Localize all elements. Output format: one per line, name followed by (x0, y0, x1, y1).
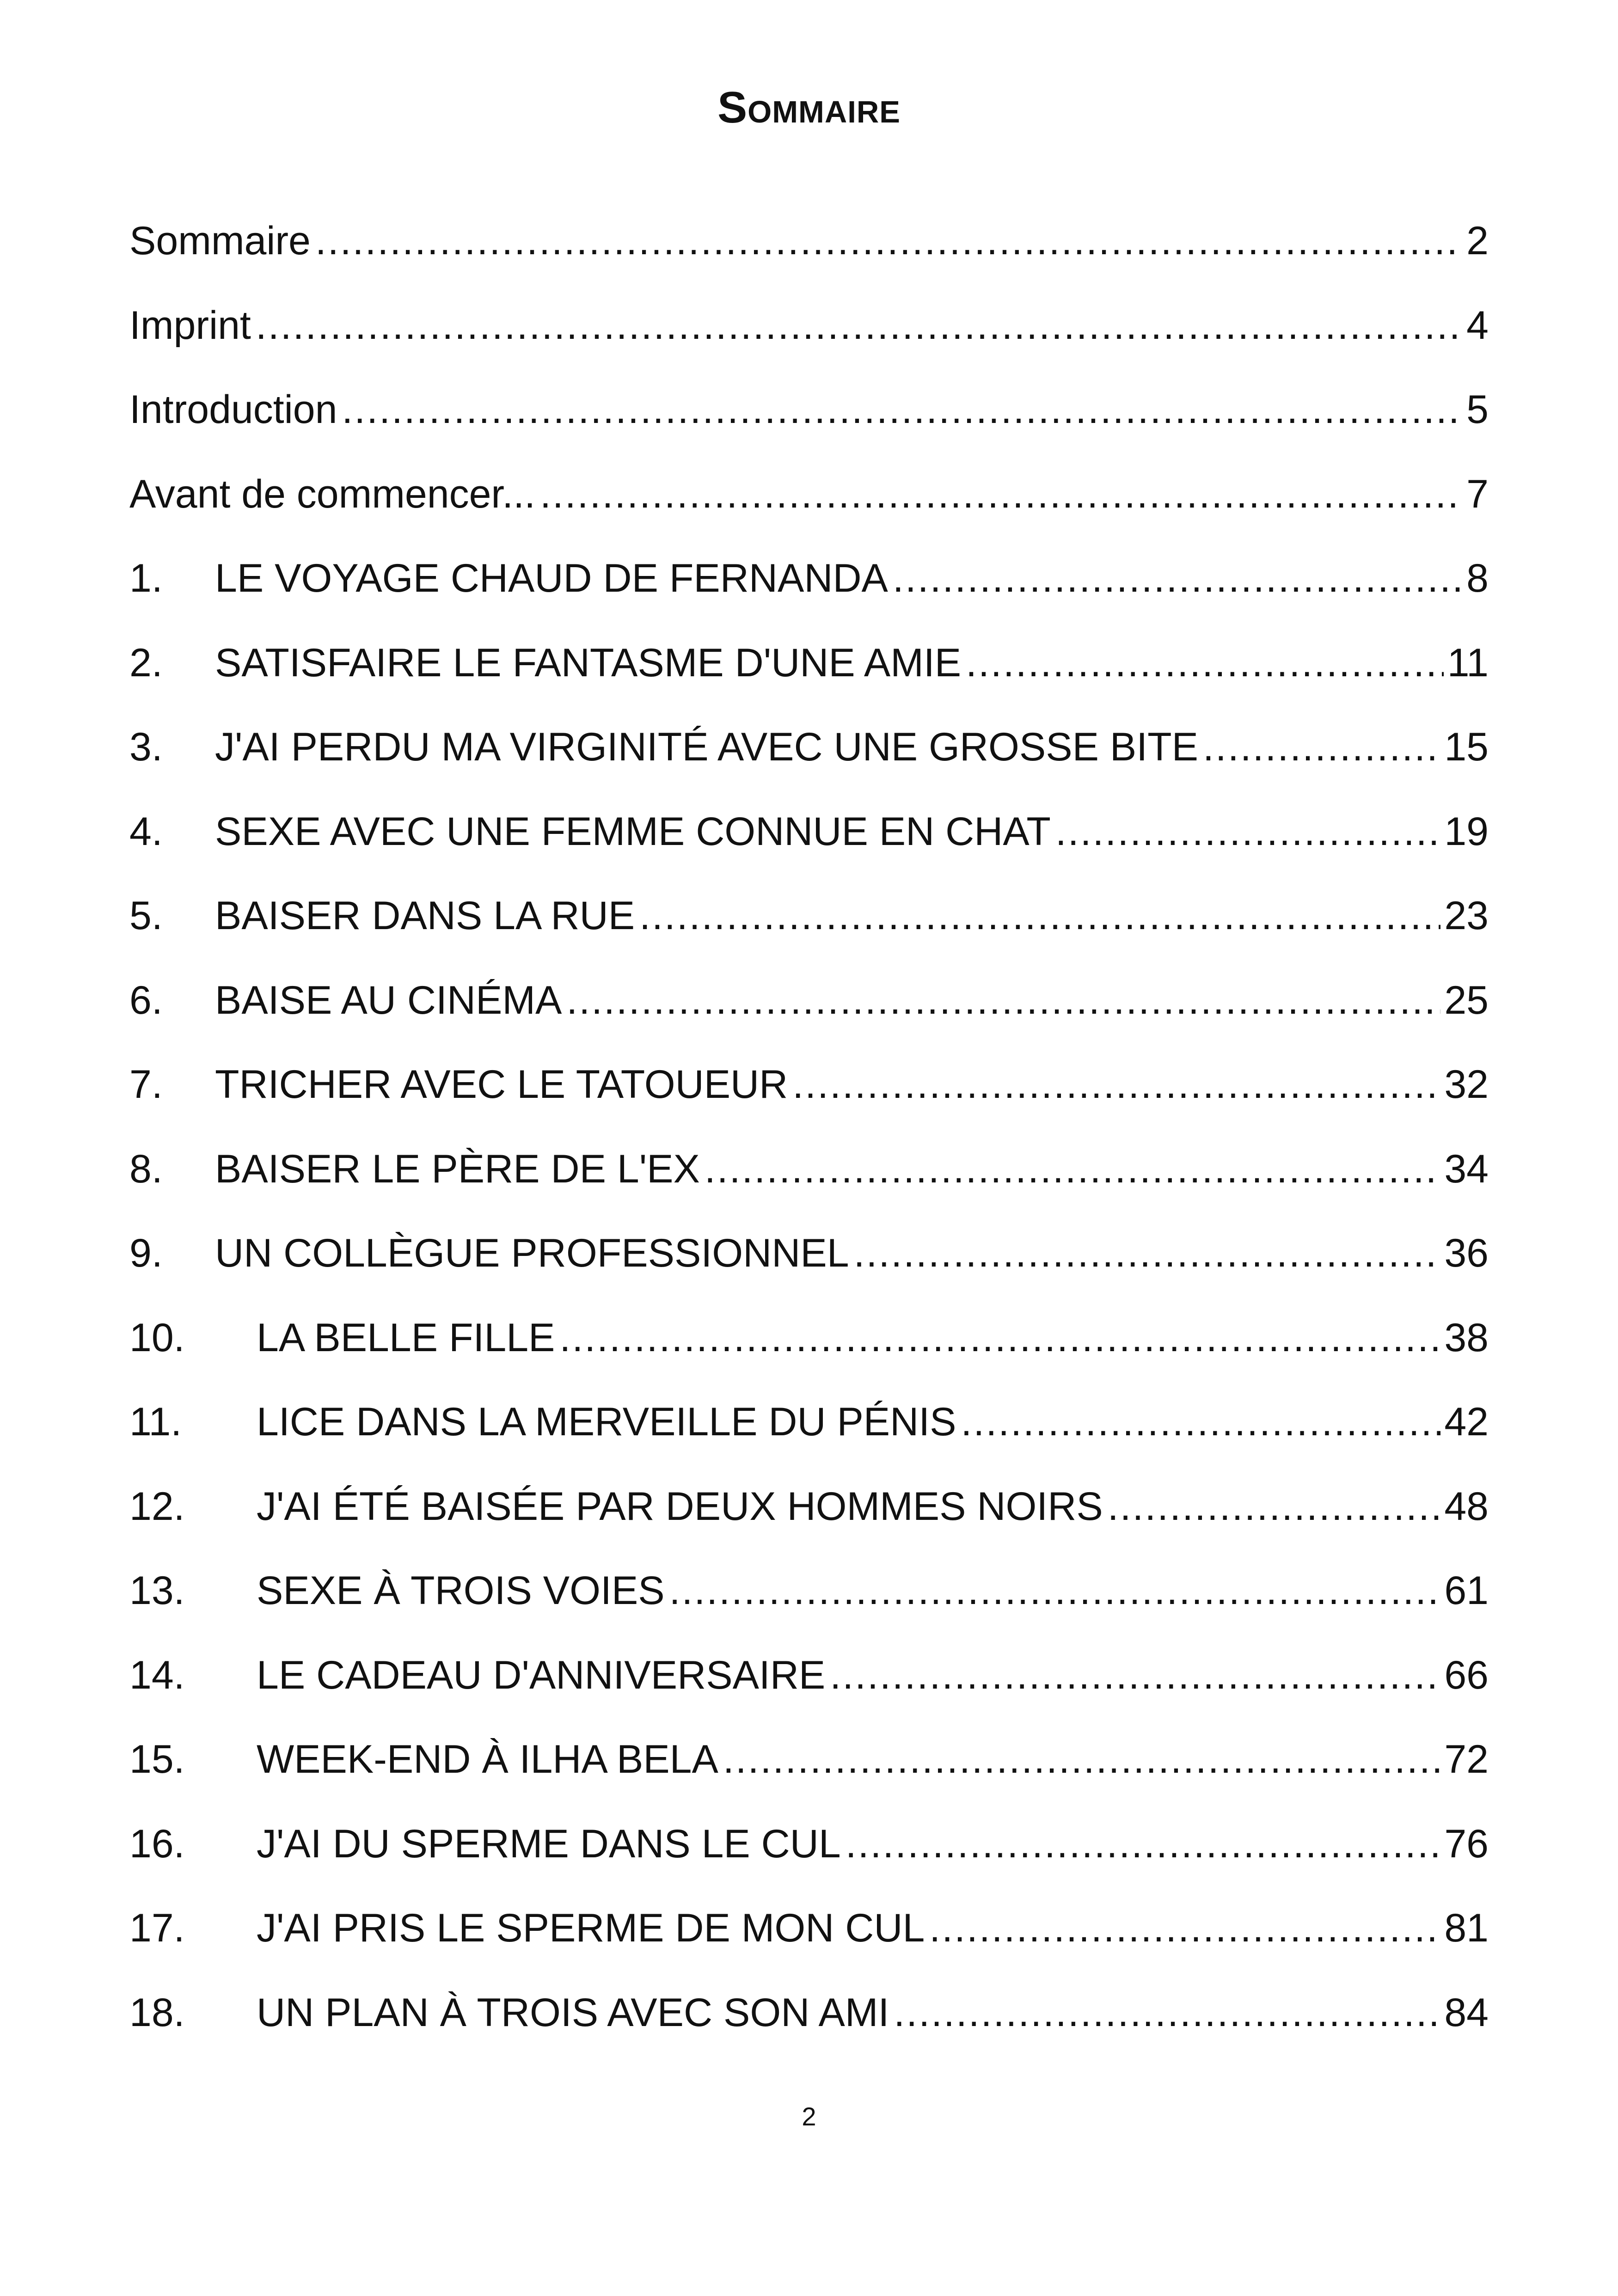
toc-entry-label: SATISFAIRE LE FANTASME D'UNE AMIE (215, 640, 962, 685)
toc-entry[interactable] (129, 958, 1489, 1043)
toc-entry-page: 61 (1444, 1568, 1489, 1613)
toc-dot-leader (256, 283, 1463, 368)
toc-dot-leader (566, 958, 1440, 1043)
toc-dot-leader (893, 536, 1463, 621)
toc-entry-number: 5. (129, 894, 163, 938)
toc-entry-label: J'AI PERDU MA VIRGINITÉ AVEC UNE GROSSE BITE (215, 725, 1199, 769)
toc-dot-leader (1108, 1464, 1441, 1549)
toc-dot-leader (846, 1802, 1441, 1886)
toc-entry-page: 42 (1444, 1400, 1489, 1444)
table-of-contents (129, 199, 1489, 2055)
toc-entry[interactable] (129, 1717, 1489, 1802)
toc-dot-leader (559, 1296, 1440, 1380)
toc-dot-leader (669, 1549, 1441, 1633)
toc-entry-page: 81 (1444, 1906, 1489, 1950)
toc-entry[interactable] (129, 1380, 1489, 1464)
toc-entry[interactable] (129, 1886, 1489, 1971)
toc-entry[interactable] (129, 452, 1489, 537)
toc-dot-leader (723, 1717, 1440, 1802)
toc-entry-page: 32 (1444, 1062, 1489, 1107)
toc-dot-leader (961, 1380, 1441, 1464)
toc-dot-leader (705, 1127, 1440, 1212)
toc-entry-label: UN COLLÈGUE PROFESSIONNEL (215, 1231, 849, 1275)
toc-entry-number: 7. (129, 1062, 163, 1107)
toc-entry-page: 5 (1466, 387, 1489, 432)
toc-entry[interactable] (129, 621, 1489, 705)
toc-entry-label: BAISE AU CINÉMA (215, 978, 562, 1022)
toc-entry-number: 4. (129, 809, 163, 854)
toc-entry-number: 9. (129, 1231, 163, 1275)
toc-entry-page: 72 (1444, 1737, 1489, 1782)
toc-entry-label: SEXE À TROIS VOIES (257, 1568, 665, 1613)
toc-dot-leader (830, 1633, 1440, 1718)
toc-dot-leader (1055, 790, 1440, 874)
toc-entry-number: 14. (129, 1653, 185, 1697)
toc-entry[interactable] (129, 536, 1489, 621)
toc-entry-page: 4 (1466, 303, 1489, 348)
footer-page-number: 2 (802, 2102, 816, 2131)
toc-entry-label: SEXE AVEC UNE FEMME CONNUE EN CHAT (215, 809, 1051, 854)
toc-entry-page: 2 (1466, 219, 1489, 263)
toc-entry[interactable] (129, 874, 1489, 958)
toc-entry[interactable] (129, 199, 1489, 283)
toc-entry[interactable] (129, 790, 1489, 874)
page-title: Sommaire (717, 83, 901, 132)
toc-entry[interactable] (129, 1042, 1489, 1127)
toc-dot-leader (792, 1042, 1440, 1127)
toc-entry-page: 38 (1444, 1315, 1489, 1360)
toc-entry-number: 10. (129, 1315, 185, 1360)
toc-entry-page: 66 (1444, 1653, 1489, 1697)
toc-dot-leader (342, 367, 1463, 452)
toc-entry-label: UN PLAN À TROIS AVEC SON AMI (257, 1990, 889, 2035)
toc-dot-leader (540, 452, 1463, 537)
toc-entry[interactable] (129, 367, 1489, 452)
toc-entry-label: TRICHER AVEC LE TATOUEUR (215, 1062, 788, 1107)
toc-entry[interactable] (129, 1549, 1489, 1633)
toc-dot-leader (894, 1971, 1440, 2055)
toc-entry-number: 13. (129, 1568, 185, 1613)
toc-entry-page: 36 (1444, 1231, 1489, 1275)
toc-entry-page: 84 (1444, 1990, 1489, 2035)
toc-entry[interactable] (129, 705, 1489, 790)
toc-dot-leader (854, 1211, 1441, 1296)
toc-entry-page: 7 (1466, 471, 1489, 516)
toc-entry-label: J'AI DU SPERME DANS LE CUL (257, 1821, 841, 1866)
toc-entry-number: 18. (129, 1990, 185, 2035)
toc-dot-leader (966, 621, 1444, 705)
toc-dot-leader (929, 1886, 1440, 1971)
toc-entry[interactable] (129, 1296, 1489, 1380)
toc-entry-label: J'AI ÉTÉ BAISÉE PAR DEUX HOMMES NOIRS (257, 1484, 1103, 1529)
toc-entry-number: 2. (129, 640, 163, 685)
toc-dot-leader (1203, 705, 1440, 790)
toc-entry-number: 15. (129, 1737, 185, 1782)
toc-entry-label: LE VOYAGE CHAUD DE FERNANDA (215, 556, 888, 600)
toc-entry-number: 8. (129, 1146, 163, 1191)
toc-entry-page: 25 (1444, 978, 1489, 1022)
toc-entry-label: J'AI PRIS LE SPERME DE MON CUL (257, 1906, 925, 1950)
toc-entry[interactable] (129, 1633, 1489, 1718)
toc-entry-number: 3. (129, 725, 163, 769)
toc-entry-label: Introduction (129, 387, 337, 432)
toc-entry-label: LICE DANS LA MERVEILLE DU PÉNIS (257, 1400, 956, 1444)
toc-dot-leader (315, 199, 1463, 283)
toc-entry-label: BAISER LE PÈRE DE L'EX (215, 1146, 700, 1191)
toc-entry-number: 12. (129, 1484, 185, 1529)
toc-entry-page: 76 (1444, 1821, 1489, 1866)
toc-entry-label: LA BELLE FILLE (257, 1315, 555, 1360)
toc-entry-page: 23 (1444, 894, 1489, 938)
toc-entry-page: 48 (1444, 1484, 1489, 1529)
toc-entry-label: Imprint (129, 303, 251, 348)
toc-dot-leader (639, 874, 1440, 958)
toc-entry-number: 1. (129, 556, 163, 600)
toc-entry[interactable] (129, 1211, 1489, 1296)
toc-entry[interactable] (129, 283, 1489, 368)
toc-entry-label: WEEK-END À ILHA BELA (257, 1737, 718, 1782)
toc-entry-page: 34 (1444, 1146, 1489, 1191)
toc-entry-number: 17. (129, 1906, 185, 1950)
toc-entry-label: Avant de commencer... (129, 471, 535, 516)
toc-entry-number: 11. (129, 1400, 182, 1444)
toc-entry-label: LE CADEAU D'ANNIVERSAIRE (257, 1653, 826, 1697)
toc-entry-number: 16. (129, 1821, 185, 1866)
toc-entry-page: 8 (1466, 556, 1489, 600)
toc-entry-label: BAISER DANS LA RUE (215, 894, 635, 938)
toc-entry-label: Sommaire (129, 219, 311, 263)
toc-entry-page: 11 (1447, 640, 1489, 685)
toc-entry[interactable] (129, 1127, 1489, 1212)
toc-entry[interactable] (129, 1464, 1489, 1549)
toc-entry-page: 19 (1444, 809, 1489, 854)
toc-entry[interactable] (129, 1971, 1489, 2055)
toc-entry-page: 15 (1444, 725, 1489, 769)
toc-entry[interactable] (129, 1802, 1489, 1886)
toc-entry-number: 6. (129, 978, 163, 1022)
